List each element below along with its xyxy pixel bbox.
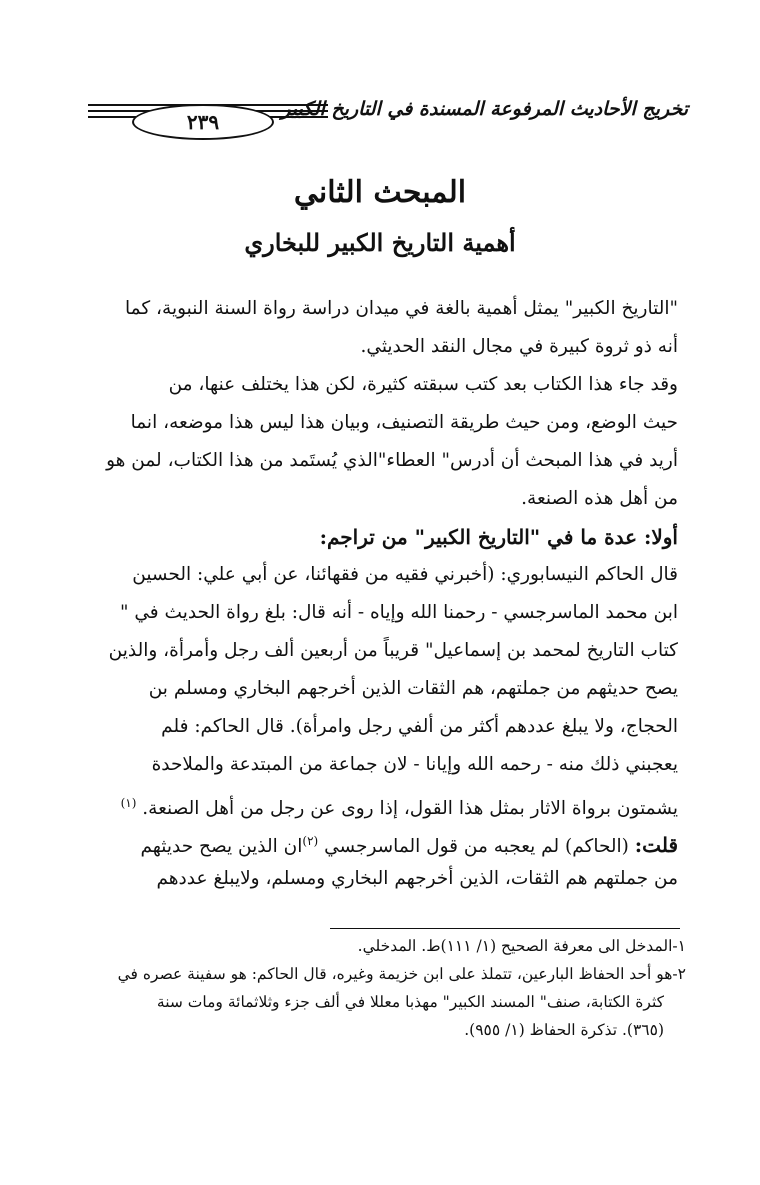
footnote-line: ١-المدخل الى معرفة الصحيح (١/ ١١١)ط. المدخلي. xyxy=(357,937,686,955)
body-line xyxy=(78,822,678,860)
footnote-line: كثرة الكتابة، صنف" المسند الكبير" مهذبا معللا في ألف جزء وثلاثمائة ومات سنة xyxy=(156,993,664,1011)
section-title: المبحث الثاني xyxy=(293,175,467,210)
footnote-ref-2: (٢) xyxy=(302,834,319,848)
body-text xyxy=(78,290,678,898)
body-line: يصح حديثهم من جملتهم، هم الثقات الذين أخرجهم البخاري ومسلم بن xyxy=(148,678,678,699)
footnote-line: ٢-هو أحد الحفاظ البارعين، تتملذ على ابن خزيمة وغيره، قال الحاكم: هو سفينة عصره في xyxy=(117,965,686,983)
qult-label: قلت: xyxy=(634,833,678,858)
body-line: من جملتهم هم الثقات، الذين أخرجهم البخاري ومسلم، ولايبلغ عددهم xyxy=(156,868,678,889)
page-number: ٢٣٩ xyxy=(132,104,274,140)
body-line: من أهل هذه الصنعة. xyxy=(521,488,678,509)
body-line: أنه ذو ثروة كبيرة في مجال النقد الحديثي. xyxy=(360,336,678,357)
page-header xyxy=(88,92,688,142)
footnotes xyxy=(78,932,686,1044)
running-title: تخريج الأحاديث المرفوعة المسندة في التاريخ الكبير xyxy=(281,98,688,120)
footnote-divider xyxy=(330,928,680,929)
body-line: كتاب التاريخ لمحمد بن إسماعيل" قريباً من أربعين ألف رجل وأمرأة، والذين xyxy=(108,640,678,661)
body-line-text: (الحاكم) لم يعجبه من قول الماسرجسي xyxy=(324,836,629,858)
body-line: الحجاج، ولا يبلغ عددهم أكثر من ألفي رجل وامرأة). قال الحاكم: فلم xyxy=(161,716,678,737)
footnote-ref-1: (١) xyxy=(120,796,137,810)
section-subtitle: أهمية التاريخ الكبير للبخاري xyxy=(244,228,516,257)
subsection-heading: أولا: عدة ما في "التاريخ الكبير" من تراجم: xyxy=(319,525,678,549)
body-line: قال الحاكم النيسابوري: (أخبرني فقيه من فقهائنا، عن أبي علي: الحسين xyxy=(132,564,678,585)
body-line-text: يشمتون برواة الاثار بمثل هذا القول، إذا روى عن رجل من أهل الصنعة. xyxy=(142,798,678,820)
body-line: حيث الوضع، ومن حيث طريقة التصنيف، وبيان هذا ليس هذا موضعه، انما xyxy=(130,412,678,433)
body-line: "التاريخ الكبير" يمثل أهمية بالغة في ميدان دراسة رواة السنة النبوية، كما xyxy=(125,298,678,319)
body-line: يعجبني ذلك منه - رحمه الله وإيانا - لان جماعة من المبتدعة والملاحدة xyxy=(151,754,678,775)
body-line: أريد في هذا المبحث أن أدرس" العطاء"الذي يُستَمد من هذا الكتاب، لمن هو xyxy=(106,450,678,471)
body-line: وقد جاء هذا الكتاب بعد كتب سبقته كثيرة، لكن هذا يختلف عنها، من xyxy=(168,374,678,395)
footnote-line: (٣٦٥). تذكرة الحفاظ (١/ ٩٥٥). xyxy=(464,1021,664,1039)
body-line-text: ان الذين يصح حديثهم xyxy=(140,836,303,858)
body-line: ابن محمد الماسرجسي - رحمنا الله وإياه - أنه قال: بلغ رواة الحديث في " xyxy=(120,602,678,623)
body-line xyxy=(78,784,678,822)
